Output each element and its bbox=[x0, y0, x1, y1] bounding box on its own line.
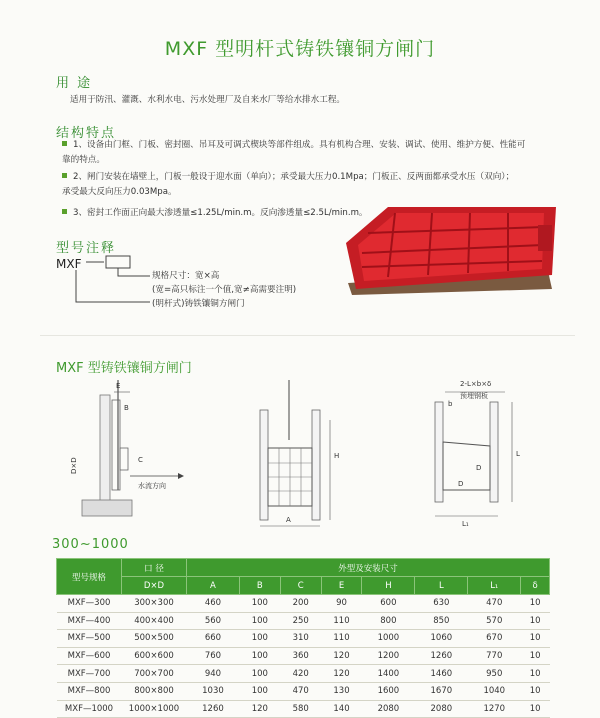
table-cell: 120 bbox=[321, 647, 362, 665]
table-cell: 1000×1000 bbox=[122, 700, 187, 718]
model-line-2: (宽=高只标注一个值,宽≠高需要注明) bbox=[152, 285, 297, 295]
table-row bbox=[57, 612, 550, 630]
table-row bbox=[57, 682, 550, 700]
model-line-3: (明杆式)铸铁镶铜方闸门 bbox=[152, 299, 245, 309]
table-cell: 660 bbox=[187, 630, 240, 648]
table-row bbox=[57, 630, 550, 648]
table-cell: 600 bbox=[362, 595, 415, 613]
side-view-drawing bbox=[82, 380, 184, 516]
table-cell: 500×500 bbox=[122, 630, 187, 648]
col-h: H bbox=[362, 577, 415, 595]
table-cell: 470 bbox=[468, 595, 521, 613]
table-cell: 1400 bbox=[362, 665, 415, 683]
table-cell: MXF—800 bbox=[57, 682, 122, 700]
table-cell: 1040 bbox=[468, 682, 521, 700]
features-heading: 结构特点 bbox=[56, 126, 117, 141]
side-label-dxd: D×D bbox=[70, 457, 78, 474]
col-b: B bbox=[239, 577, 280, 595]
features-item-2 bbox=[62, 170, 562, 200]
table-cell: 1260 bbox=[187, 700, 240, 718]
table-row bbox=[57, 647, 550, 665]
features-item-1 bbox=[62, 138, 562, 168]
table-cell: 760 bbox=[187, 647, 240, 665]
side-label-e: E bbox=[116, 382, 121, 390]
table-cell: 250 bbox=[280, 612, 321, 630]
table-cell: 100 bbox=[239, 612, 280, 630]
table-cell: MXF—1000 bbox=[57, 700, 122, 718]
table-cell: 130 bbox=[321, 682, 362, 700]
table-cell: 1030 bbox=[187, 682, 240, 700]
side-label-b: B bbox=[124, 404, 129, 412]
table-cell: 100 bbox=[239, 665, 280, 683]
spec-table-body bbox=[57, 595, 550, 718]
bullet-icon bbox=[62, 173, 67, 178]
usage-text: 适用于防汛、灌溉、水利水电、污水处理厂及自来水厂等给水排水工程。 bbox=[70, 95, 346, 105]
table-cell: 850 bbox=[415, 612, 468, 630]
table-cell: 10 bbox=[521, 595, 550, 613]
header-opening: 口 径 bbox=[122, 559, 187, 577]
table-cell: MXF—300 bbox=[57, 595, 122, 613]
embed-label-l1: L₁ bbox=[462, 520, 469, 528]
range-title: 300~1000 bbox=[52, 537, 129, 552]
table-cell: 100 bbox=[239, 682, 280, 700]
table-cell: 100 bbox=[239, 630, 280, 648]
embed-label-lbd: 2-L×b×δ bbox=[460, 380, 492, 388]
features-item-1-line-2: 靠的特点。 bbox=[62, 155, 105, 165]
table-cell: 120 bbox=[321, 665, 362, 683]
table-cell: 940 bbox=[187, 665, 240, 683]
flow-label: 水流方向 bbox=[138, 482, 166, 490]
table-cell: 90 bbox=[321, 595, 362, 613]
embed-label-plate: 预埋钢板 bbox=[460, 392, 488, 400]
bullet-icon bbox=[62, 141, 67, 146]
table-cell: 10 bbox=[521, 630, 550, 648]
table-cell: 1060 bbox=[415, 630, 468, 648]
table-cell: MXF—500 bbox=[57, 630, 122, 648]
embed-label-d-inner: D bbox=[476, 464, 482, 472]
page-title: MXF 型明杆式铸铁镶铜方闸门 bbox=[164, 38, 436, 60]
table-cell: 460 bbox=[187, 595, 240, 613]
table-cell: MXF—700 bbox=[57, 665, 122, 683]
table-cell: 100 bbox=[239, 647, 280, 665]
col-l1: L₁ bbox=[468, 577, 521, 595]
table-cell: 420 bbox=[280, 665, 321, 683]
table-cell: 1670 bbox=[415, 682, 468, 700]
technical-drawings bbox=[60, 380, 560, 530]
front-view-drawing bbox=[260, 380, 330, 526]
table-cell: 2080 bbox=[415, 700, 468, 718]
features-item-3-text: 3、密封工作面正向最大渗透量≤1.25L/min.m。反向渗透量≤2.5L/min.m。 bbox=[73, 208, 368, 218]
table-cell: 1270 bbox=[468, 700, 521, 718]
embed-label-l: L bbox=[516, 450, 520, 458]
table-cell: 120 bbox=[239, 700, 280, 718]
features-item-1-line-1: 1、设备由门框、门板、密封圈、吊耳及可调式楔块等部件组成。具有机构合理、安装、调试、使用、维护方便、性能可 bbox=[73, 140, 526, 150]
table-cell: 360 bbox=[280, 647, 321, 665]
table-cell: 140 bbox=[321, 700, 362, 718]
table-cell: 310 bbox=[280, 630, 321, 648]
bullet-icon bbox=[62, 209, 67, 214]
usage-heading: 用 途 bbox=[56, 76, 93, 91]
gate-product-image bbox=[338, 205, 560, 295]
col-e: E bbox=[321, 577, 362, 595]
model-line-1: 规格尺寸：宽×高 bbox=[152, 271, 220, 281]
table-cell: 770 bbox=[468, 647, 521, 665]
features-item-2-line-1: 2、闸门安装在墙壁上，门板一般设于迎水面（单向）；承受最大压力0.1Mpa；门板正、反两面都承受水压（双向）； bbox=[73, 172, 515, 182]
col-a: A bbox=[187, 577, 240, 595]
table-row bbox=[57, 700, 550, 718]
embed-view-drawing bbox=[435, 392, 512, 516]
table-cell: 110 bbox=[321, 612, 362, 630]
table-cell: 10 bbox=[521, 700, 550, 718]
header-model: 型号规格 bbox=[57, 559, 122, 595]
table-cell: 10 bbox=[521, 647, 550, 665]
table-cell: 800 bbox=[362, 612, 415, 630]
front-label-h: H bbox=[334, 452, 340, 460]
table-cell: 400×400 bbox=[122, 612, 187, 630]
features-item-2-line-2: 承受最大反向压力0.03Mpa。 bbox=[62, 187, 177, 197]
model-code: MXF bbox=[56, 257, 82, 271]
table-cell: 1200 bbox=[362, 647, 415, 665]
table-cell: 950 bbox=[468, 665, 521, 683]
model-heading: 型号注释 bbox=[56, 241, 117, 256]
table-cell: 100 bbox=[239, 595, 280, 613]
col-c: C bbox=[280, 577, 321, 595]
table-cell: 580 bbox=[280, 700, 321, 718]
table-cell: 570 bbox=[468, 612, 521, 630]
table-row bbox=[57, 595, 550, 613]
table-cell: 1260 bbox=[415, 647, 468, 665]
table-cell: 200 bbox=[280, 595, 321, 613]
embed-label-b: b bbox=[448, 400, 453, 408]
front-label-a: A bbox=[286, 516, 291, 524]
spec-table bbox=[56, 558, 550, 718]
divider bbox=[40, 335, 575, 336]
table-cell: 1000 bbox=[362, 630, 415, 648]
header-dims: 外型及安装尺寸 bbox=[187, 559, 550, 577]
table-cell: 110 bbox=[321, 630, 362, 648]
table-cell: MXF—400 bbox=[57, 612, 122, 630]
table-cell: 560 bbox=[187, 612, 240, 630]
col-delta: δ bbox=[521, 577, 550, 595]
table-cell: 630 bbox=[415, 595, 468, 613]
table-cell: 800×800 bbox=[122, 682, 187, 700]
side-label-c: C bbox=[138, 456, 143, 464]
table-cell: 2080 bbox=[362, 700, 415, 718]
col-l: L bbox=[415, 577, 468, 595]
table-cell: MXF—600 bbox=[57, 647, 122, 665]
table-row bbox=[57, 665, 550, 683]
table-cell: 470 bbox=[280, 682, 321, 700]
table-cell: 1600 bbox=[362, 682, 415, 700]
table-cell: 10 bbox=[521, 665, 550, 683]
table-cell: 10 bbox=[521, 682, 550, 700]
table-cell: 670 bbox=[468, 630, 521, 648]
drawings-subtitle: MXF 型铸铁镶铜方闸门 bbox=[56, 361, 192, 376]
header-opening-sub: D×D bbox=[122, 577, 187, 595]
table-cell: 700×700 bbox=[122, 665, 187, 683]
embed-label-d-bottom: D bbox=[458, 480, 464, 488]
table-cell: 600×600 bbox=[122, 647, 187, 665]
table-cell: 10 bbox=[521, 612, 550, 630]
table-cell: 1460 bbox=[415, 665, 468, 683]
table-cell: 300×300 bbox=[122, 595, 187, 613]
